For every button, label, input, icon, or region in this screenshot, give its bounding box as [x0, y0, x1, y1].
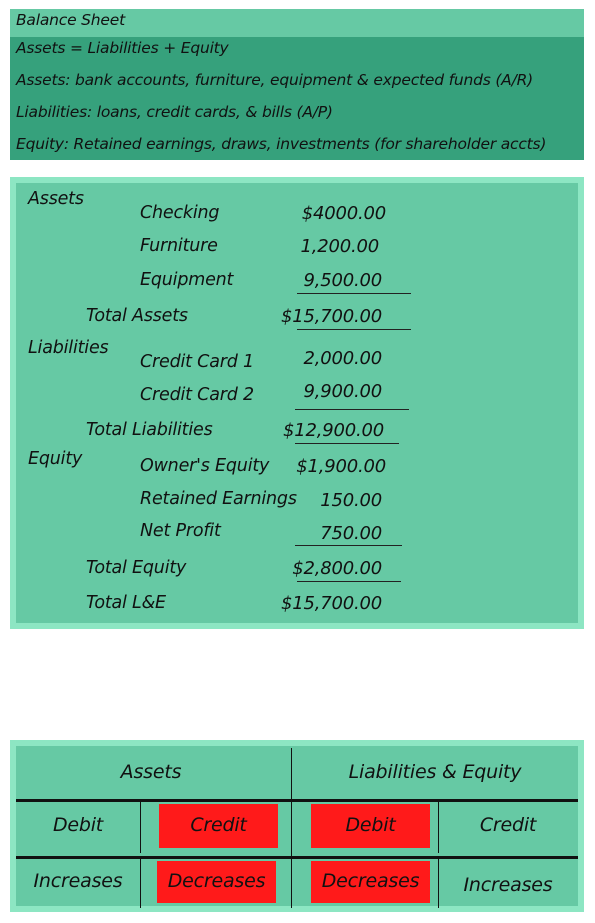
total-equity-value: $2,800.00 — [292, 558, 382, 579]
total-liabilities-label: Total Liabilities — [86, 420, 213, 440]
le-debit-cell: Debit — [345, 814, 396, 836]
asset-item-value: 1,200.00 — [300, 236, 379, 257]
assets-divider — [140, 859, 141, 908]
liability-item-name: Credit Card 1 — [140, 352, 254, 372]
assets-debit-effect: Increases — [33, 870, 123, 892]
assets-divider — [140, 801, 141, 853]
equity-definition: Equity: Retained earnings, draws, investments (for shareholder accts) — [16, 135, 547, 153]
subtotal-rule — [295, 545, 402, 546]
total-le-value: $15,700.00 — [280, 593, 382, 614]
total-rule — [297, 329, 411, 330]
equation-line: Assets = Liabilities + Equity — [16, 39, 229, 57]
subtotal-rule — [297, 293, 411, 294]
assets-debit-cell: Debit — [52, 814, 104, 836]
equity-item-name: Retained Earnings — [140, 489, 297, 509]
liabilities-section-label: Liabilities — [28, 338, 109, 358]
asset-item-name: Checking — [140, 203, 220, 223]
total-rule — [297, 581, 401, 582]
le-credit-effect: Increases — [463, 874, 553, 896]
row-rule — [16, 856, 578, 859]
equity-item-value: $1,900.00 — [296, 456, 386, 477]
t-account-table — [10, 740, 584, 912]
assets-credit-cell: Credit — [190, 814, 247, 836]
assets-section-label: Assets — [28, 189, 84, 209]
assets-credit-effect: Decreases — [167, 870, 266, 892]
le-credit-cell: Credit — [479, 814, 537, 836]
total-assets-value: $15,700.00 — [280, 306, 382, 327]
assets-column-header: Assets — [120, 761, 182, 783]
le-column-header: Liabilities & Equity — [348, 761, 522, 783]
title-row — [10, 9, 584, 37]
equity-item-value: 750.00 — [320, 523, 382, 544]
equity-item-name: Owner's Equity — [140, 456, 270, 476]
balance-sheet-panel — [10, 177, 584, 629]
liability-item-value: 9,900.00 — [303, 381, 382, 402]
assets-definition: Assets: bank accounts, furniture, equipment & expected funds (A/R) — [16, 71, 534, 89]
asset-item-name: Furniture — [140, 236, 218, 256]
equity-section-label: Equity — [28, 449, 83, 469]
subtotal-rule — [295, 409, 409, 410]
header-rule — [16, 799, 578, 802]
liability-item-name: Credit Card 2 — [140, 385, 254, 405]
total-equity-label: Total Equity — [86, 558, 187, 578]
equity-item-value: 150.00 — [320, 490, 382, 511]
liability-item-value: 2,000.00 — [303, 348, 382, 369]
total-liabilities-value: $12,900.00 — [282, 420, 384, 441]
asset-item-value: $4000.00 — [301, 203, 386, 224]
le-debit-effect: Decreases — [321, 870, 420, 892]
definitions-header — [10, 9, 584, 160]
main-divider — [291, 748, 292, 908]
asset-item-value: 9,500.00 — [303, 270, 382, 291]
total-le-label: Total L&E — [86, 593, 166, 613]
total-rule — [295, 443, 399, 444]
liabilities-definition: Liabilities: loans, credit cards, & bills (A/P) — [16, 103, 333, 121]
total-assets-label: Total Assets — [86, 306, 188, 326]
equity-item-name: Net Profit — [140, 521, 221, 541]
page-title: Balance Sheet — [16, 11, 125, 29]
asset-item-name: Equipment — [140, 270, 234, 290]
